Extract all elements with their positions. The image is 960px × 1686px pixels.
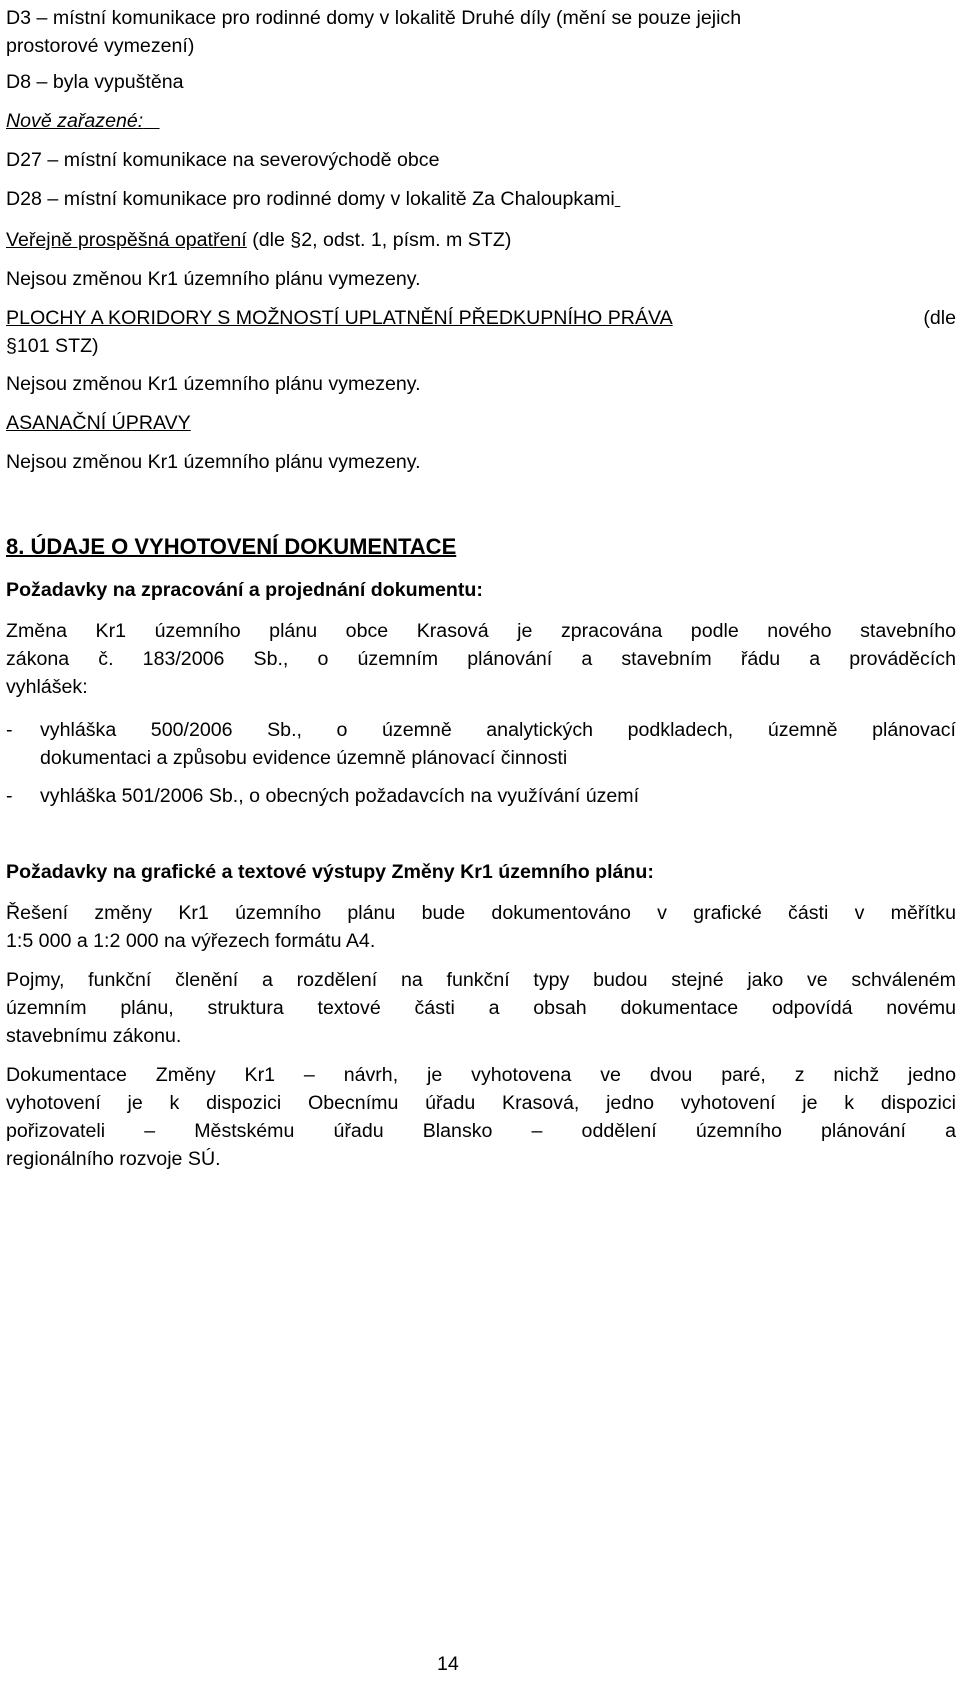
- paragraph-dokumentace-line2: vyhotovení je k dispozici Obecnímu úřadu Krasová, jedno vyhotovení je k dispozici: [6, 1092, 956, 1114]
- vpo-heading-underlined: Veřejně prospěšná opatření: [6, 229, 247, 251]
- vpo-note: Nejsou změnou Kr1 územního plánu vymezeny.: [6, 268, 421, 290]
- vpo-heading-rest: (dle §2, odst. 1, písm. m STZ): [246, 229, 512, 251]
- paragraph-dokumentace-line4: regionálního rozvoje SÚ.: [6, 1148, 221, 1170]
- page-number: 14: [437, 1653, 459, 1675]
- paragraph-pojmy-line3: stavebnímu zákonu.: [6, 1025, 182, 1047]
- paragraph-zmena-line1: Změna Kr1 územního plánu obce Krasová je zpracována podle nového stavebního: [6, 620, 956, 642]
- paragraph-pojmy-line2: územním plánu, struktura textové části a obsah dokumentace odpovídá novému: [6, 997, 956, 1019]
- d28-line: [6, 187, 620, 211]
- asanacni-note: Nejsou změnou Kr1 územního plánu vymezeny.: [6, 451, 421, 473]
- bullet-dash-2: -: [6, 785, 13, 807]
- paragraph-zmena: [6, 617, 956, 701]
- vpo-heading: [6, 228, 511, 252]
- plochy-note: Nejsou změnou Kr1 územního plánu vymezeny.: [6, 373, 421, 395]
- section-8-title: [6, 533, 456, 561]
- d3-line: D3 – místní komunikace pro rodinné domy v lokalitě Druhé díly (mění se pouze jejich: [6, 7, 742, 29]
- paragraph-dokumentace-line3: pořizovateli – Městskému úřadu Blansko – oddělení územního plánování a: [6, 1120, 956, 1142]
- paragraph-pojmy: [6, 966, 956, 1050]
- bullet-item-501: [40, 782, 956, 810]
- nove-zarazene-label: [6, 109, 160, 133]
- paragraph-pojmy-line1: Pojmy, funkční členění a rozdělení na funkční typy budou stejné jako ve schváleném: [6, 969, 956, 991]
- asanacni-heading: ASANAČNÍ ÚPRAVY: [6, 412, 191, 434]
- paragraph-zmena-line3: vyhlášek:: [6, 676, 88, 698]
- plochy-heading-continued: §101 STZ): [6, 335, 99, 357]
- paragraph-dokumentace-line1: Dokumentace Změny Kr1 – návrh, je vyhotovena ve dvou paré, z nichž jedno: [6, 1064, 956, 1086]
- paragraph-dokumentace: [6, 1061, 956, 1173]
- paragraph-reseni-line2: 1:5 000 a 1:2 000 na výřezech formátu A4.: [6, 930, 376, 952]
- d3-line-continued: prostorové vymezení): [6, 35, 195, 57]
- d27-line: D27 – místní komunikace na severovýchodě obce: [6, 149, 440, 171]
- bullet-item-501-line1: vyhláška 501/2006 Sb., o obecných požadavcích na využívání území: [40, 785, 640, 807]
- subhead-zpracovani: Požadavky na zpracování a projednání dokumentu:: [6, 579, 483, 601]
- paragraph-reseni: [6, 899, 956, 955]
- bullet-item-500: [40, 716, 956, 772]
- bullet-item-500-line1: vyhláška 500/2006 Sb., o územně analytických podkladech, územně plánovací: [40, 719, 956, 741]
- plochy-heading: [6, 306, 956, 330]
- subhead-vystupy: Požadavky na grafické a textové výstupy Změny Kr1 územního plánu:: [6, 861, 654, 883]
- paragraph-zmena-line2: zákona č. 183/2006 Sb., o územním plánování a stavebním řádu a prováděcích: [6, 648, 956, 670]
- paragraph-reseni-line1: Řešení změny Kr1 územního plánu bude dokumentováno v grafické části v měřítku: [6, 902, 956, 924]
- section-8-title-text: 8. ÚDAJE O VYHOTOVENÍ DOKUMENTACE: [6, 534, 457, 559]
- bullet-dash-1: -: [6, 719, 13, 741]
- bullet-item-500-line2: dokumentaci a způsobu evidence územně plánovací činnosti: [40, 747, 568, 769]
- d8-line: D8 – byla vypuštěna: [6, 71, 184, 93]
- d28-text: D28 – místní komunikace pro rodinné domy v lokalitě Za Chaloupkami: [6, 188, 615, 210]
- plochy-heading-rest: (dle: [923, 307, 956, 329]
- plochy-heading-underlined: PLOCHY A KORIDORY S MOŽNOSTÍ UPLATNĚNÍ PŘEDKUPNÍHO PRÁVA: [6, 307, 673, 329]
- nove-zarazene-text: Nově zařazené:: [6, 110, 144, 132]
